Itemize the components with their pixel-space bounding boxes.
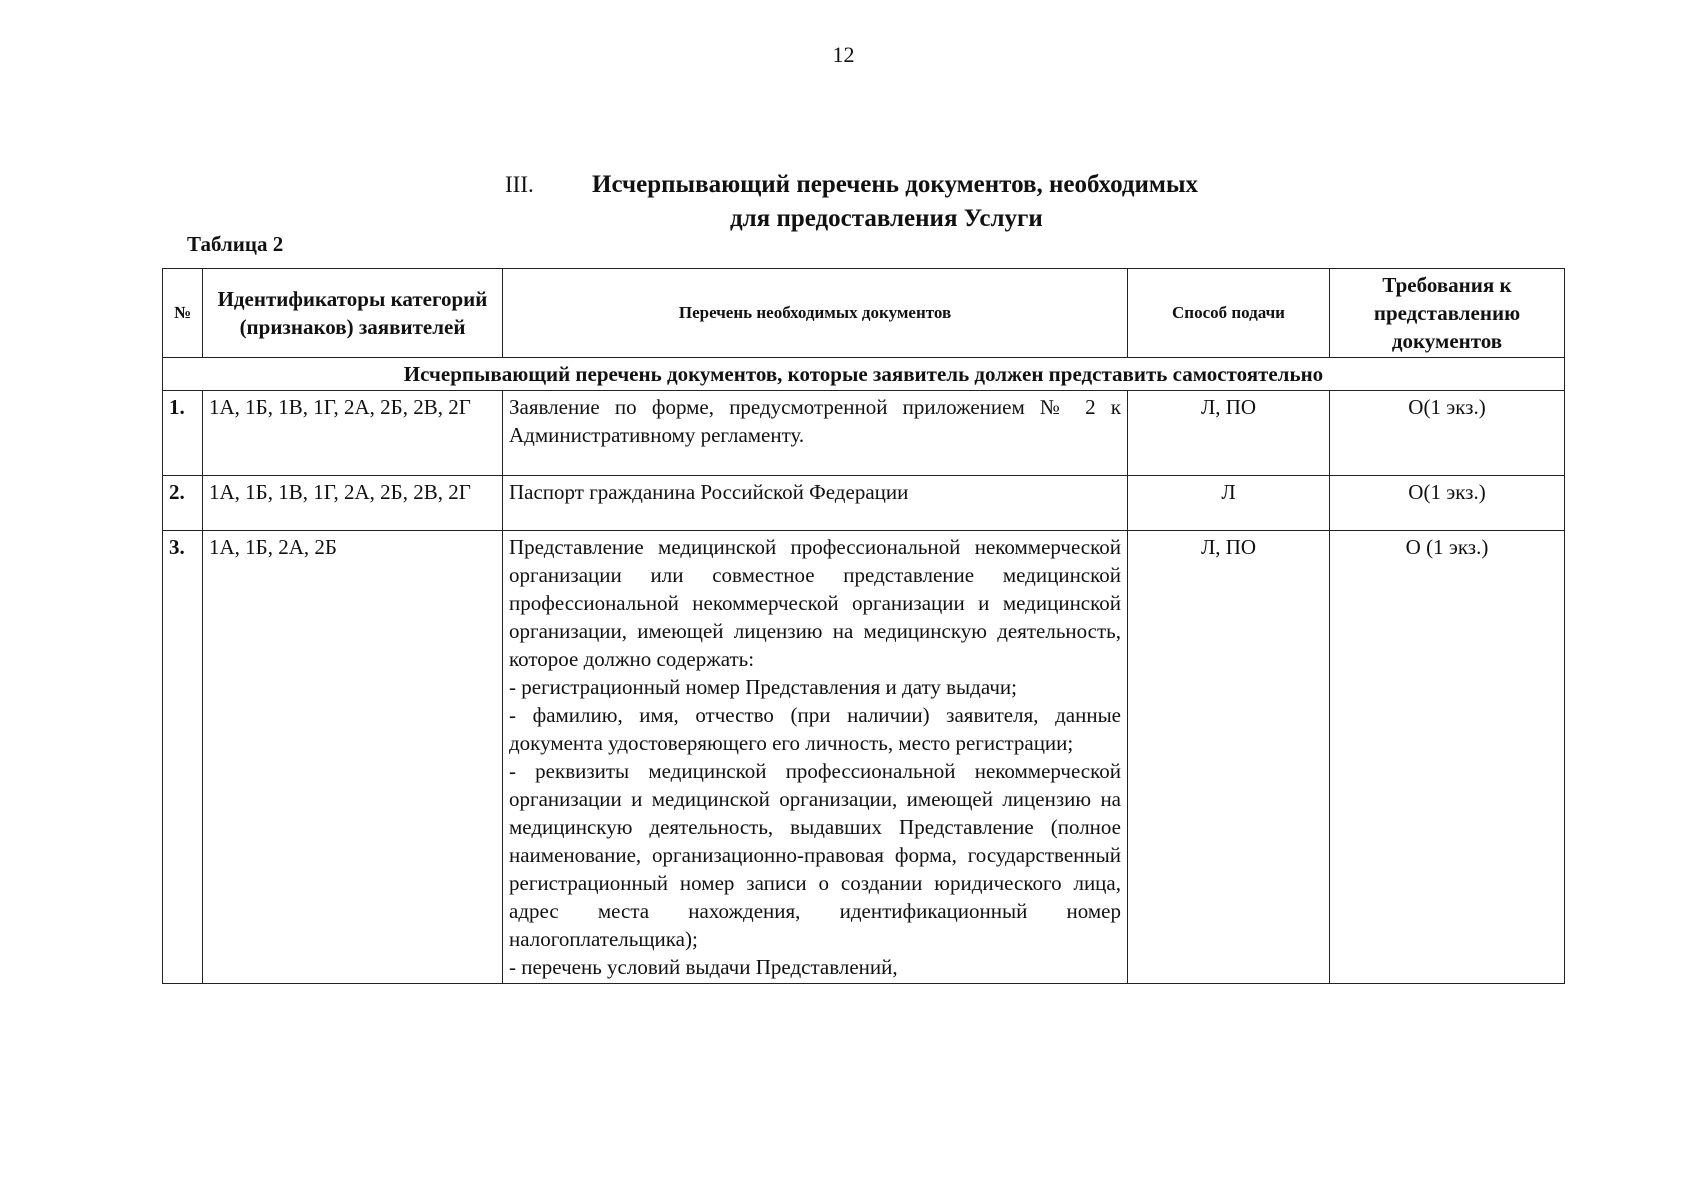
row-identifiers: 1А, 1Б, 1В, 1Г, 2А, 2Б, 2В, 2Г [203, 391, 503, 476]
table-row [163, 391, 1565, 476]
row-method: Л, ПО [1128, 391, 1330, 476]
row-document: Заявление по форме, предусмотренной приложением № 2 к Административному регламенту. [503, 391, 1128, 476]
document-paragraph: - фамилию, имя, отчество (при наличии) заявителя, данные документа удостоверяющего его личность, место регистрации; [509, 703, 1121, 755]
documents-table [162, 268, 1565, 984]
row-requirements: О(1 экз.) [1330, 476, 1565, 531]
page-number: 12 [832, 42, 855, 67]
row-identifiers: 1А, 1Б, 2А, 2Б [203, 531, 503, 984]
row-document [503, 531, 1128, 984]
section-title-line-1: Исчерпывающий перечень документов, необходимых [592, 171, 1198, 198]
section-row-title: Исчерпывающий перечень документов, которые заявитель должен представить самостоятельно [163, 358, 1565, 391]
header-num: № [163, 269, 203, 358]
table-caption: Таблица 2 [187, 232, 284, 256]
table-row [163, 476, 1565, 531]
row-document: Паспорт гражданина Российской Федерации [503, 476, 1128, 531]
section-row [163, 358, 1565, 391]
document-paragraph: - перечень условий выдачи Представлений, [509, 955, 898, 979]
row-method: Л [1128, 476, 1330, 531]
header-identifiers: Идентификаторы категорий (признаков) заявителей [203, 269, 503, 358]
table-row [163, 531, 1565, 984]
document-paragraph: Представление медицинской профессиональной некоммерческой организации или совместное представление медицинской профессиональной некоммерческой организации и медицинской организации, имеющей лицензию на медицинскую деятельность, которое должно содержать: [509, 535, 1121, 671]
header-documents: Перечень необходимых документов [503, 269, 1128, 358]
header-method: Способ подачи [1128, 269, 1330, 358]
row-method: Л, ПО [1128, 531, 1330, 984]
section-roman-numeral: III. [505, 172, 534, 197]
document-paragraph: - регистрационный номер Представления и дату выдачи; [509, 675, 1017, 699]
row-number: 1. [163, 391, 203, 476]
row-number: 3. [163, 531, 203, 984]
section-title-line-2: для предоставления Услуги [730, 205, 1043, 232]
row-requirements: О (1 экз.) [1330, 531, 1565, 984]
row-requirements: О(1 экз.) [1330, 391, 1565, 476]
row-identifiers: 1А, 1Б, 1В, 1Г, 2А, 2Б, 2В, 2Г [203, 476, 503, 531]
row-number: 2. [163, 476, 203, 531]
document-paragraph: - реквизиты медицинской профессиональной некоммерческой организации и медицинской организации, имеющей лицензию на медицинскую деятельность, выдавших Представление (полное наименование, организационно-правовая форма, государственный регистрационный номер записи о создании юридического лица, адрес места нахождения, идентификационный номер налогоплательщика); [509, 759, 1121, 951]
header-requirements: Требования к представлению документов [1330, 269, 1565, 358]
table-header-row [163, 269, 1565, 358]
